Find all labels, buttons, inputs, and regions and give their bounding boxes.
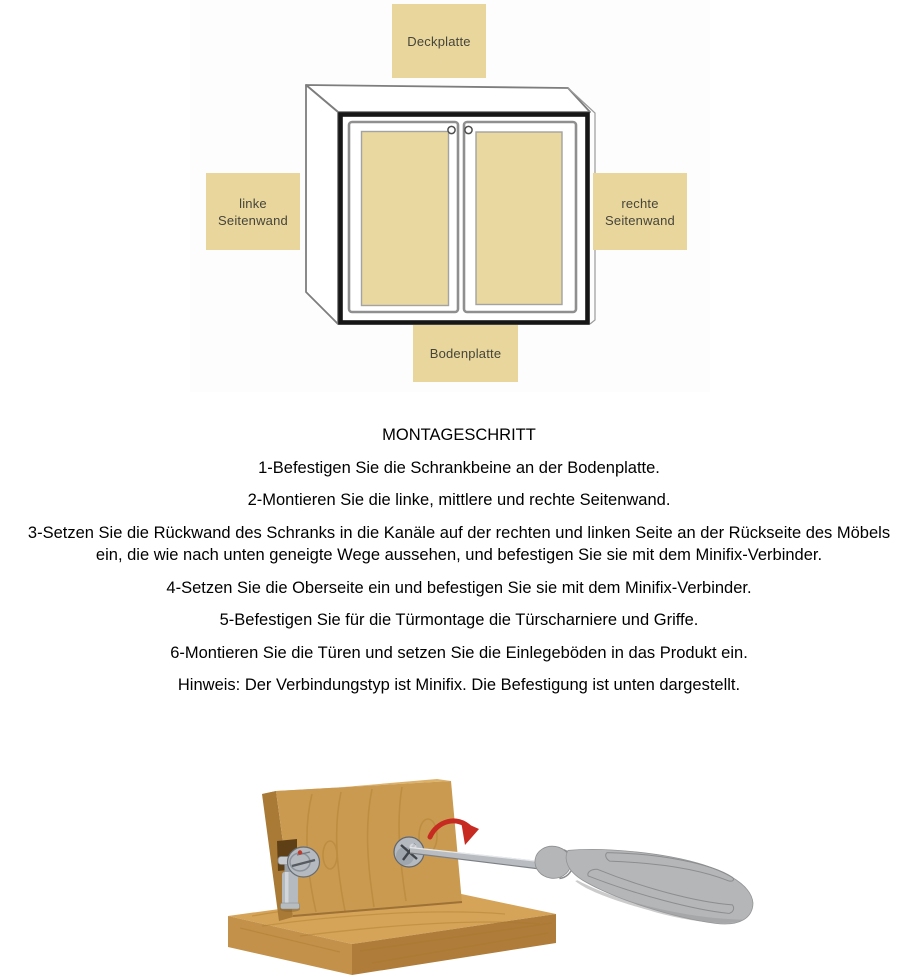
label-linke-line2: Seitenwand (218, 212, 288, 228)
cabinet-left-face (306, 85, 338, 324)
label-linke-line1: linke (239, 195, 267, 211)
minifix-cam-edge (288, 847, 320, 877)
step-4: 4-Setzen Sie die Oberseite ein und befestigen Sie sie mit dem Minifix-Verbinder. (166, 578, 752, 597)
cam-red-mark (298, 850, 302, 854)
cabinet-diagram (190, 0, 710, 392)
left-door-panel (362, 132, 449, 306)
screwdriver-handle (530, 836, 759, 929)
label-bodenplatte (413, 325, 518, 382)
label-bodenplatte-text: Bodenplatte (429, 346, 502, 361)
label-linke-seitenwand (206, 173, 300, 250)
label-rechte-seitenwand (593, 173, 687, 250)
instructions-title: MONTAGESCHRITT (382, 426, 536, 444)
right-door-panel (476, 132, 562, 305)
label-deckplatte-text: Deckplatte (407, 33, 471, 49)
note-text: Hinweis: Der Verbindungstyp ist Minifix. Die Befestigung ist unten dargestellt. (177, 676, 741, 694)
step-2: 2-Montieren Sie die linke, mittlere und rechte Seitenwand. (247, 491, 671, 509)
label-deckplatte (392, 4, 486, 78)
step-1: 1-Befestigen Sie die Schrankbeine an der Bodenplatte. (258, 458, 660, 477)
step-5: 5-Befestigen Sie für die Türmontage die Türscharniere und Griffe. (219, 611, 699, 629)
assembly-instructions (0, 424, 918, 707)
right-door-knob-icon (465, 126, 472, 133)
left-door-knob-icon (448, 126, 455, 133)
minifix-drawing (220, 775, 765, 978)
step-3: 3-Setzen Sie die Rückwand des Schranks in die Kanäle auf der rechten und linken Seite an der Rückseite des Möbels ein, die wie nach unten geneigte Wege aussehen, und befestigen Sie sie mit dem Minifix-Verbinder. (27, 523, 891, 564)
minifix-illustration (220, 775, 765, 978)
label-rechte-line1: rechte (621, 195, 659, 211)
label-rechte-line2: Seitenwand (605, 212, 675, 228)
step-6: 6-Montieren Sie die Türen und setzen Sie die Einlegeböden in das Produkt ein. (170, 643, 748, 662)
cabinet-top-face (306, 85, 590, 112)
